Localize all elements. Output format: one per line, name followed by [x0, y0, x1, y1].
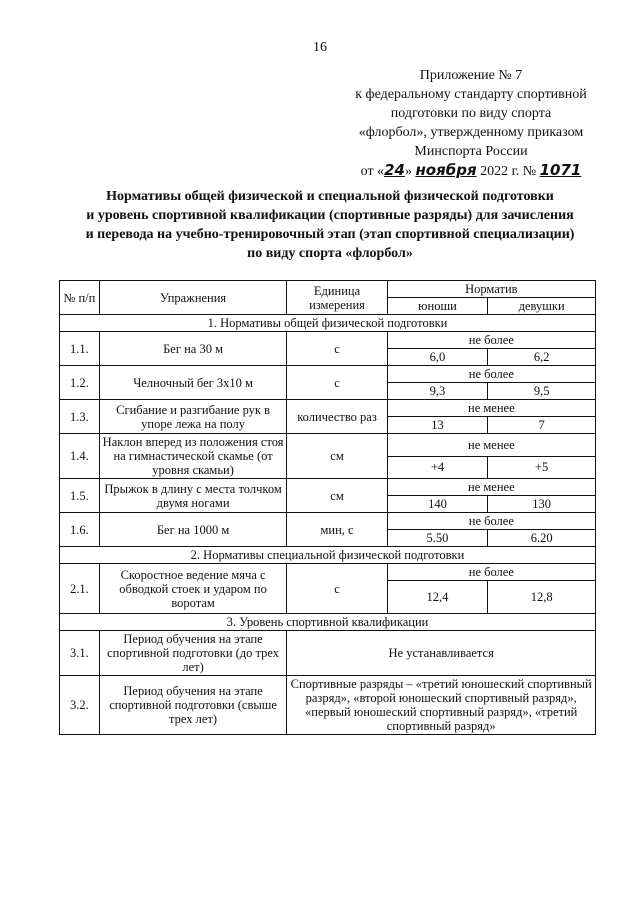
row-unit: с [287, 332, 387, 366]
row-boys-value: 12,4 [387, 581, 488, 614]
row-limit: не более [387, 513, 595, 530]
row-girls-value: 130 [488, 496, 596, 513]
header-number: № п/п [60, 281, 100, 315]
table-row [60, 400, 596, 417]
row-limit: не менее [387, 479, 595, 496]
heading-line: и уровень спортивной квалификации (спортивные разряды) для зачисления [86, 208, 574, 223]
row-number: 1.3. [60, 400, 100, 434]
row-limit: не более [387, 564, 595, 581]
row-number: 1.6. [60, 513, 100, 547]
row-girls-value: 6.20 [488, 530, 596, 547]
section-1-title: 1. Нормативы общей физической подготовки [60, 315, 596, 332]
date-separator: » [404, 164, 412, 179]
appendix-line: подготовки по виду спорта [390, 106, 552, 121]
handwritten-order-number: 1071 [539, 161, 582, 179]
row-boys-value: 140 [387, 496, 488, 513]
document-heading [40, 187, 620, 263]
row-boys-value: 9,3 [387, 383, 488, 400]
table-row [60, 366, 596, 383]
appendix-line: Минспорта России [414, 144, 528, 159]
row-exercise: Период обучения на этапе спортивной подготовки (свыше трех лет) [99, 676, 287, 735]
row-unit: с [287, 564, 387, 614]
row-girls-value: 9,5 [488, 383, 596, 400]
row-number: 1.1. [60, 332, 100, 366]
row-exercise: Бег на 30 м [99, 332, 287, 366]
section-row [60, 614, 596, 631]
row-exercise: Челночный бег 3х10 м [99, 366, 287, 400]
table-row [60, 479, 596, 496]
row-number: 1.4. [60, 434, 100, 479]
row-number: 1.5. [60, 479, 100, 513]
section-2-title: 2. Нормативы специальной физической подготовки [60, 547, 596, 564]
header-exercise: Упражнения [99, 281, 287, 315]
row-number: 1.2. [60, 366, 100, 400]
row-unit: с [287, 366, 387, 400]
row-exercise: Прыжок в длину с места толчком двумя ногами [99, 479, 287, 513]
handwritten-month: ноября [415, 161, 477, 179]
row-unit: см [287, 479, 387, 513]
header-girls: девушки [488, 298, 596, 315]
row-limit: не более [387, 332, 595, 349]
header-row [60, 281, 596, 298]
row-limit: не менее [387, 434, 595, 457]
section-row [60, 547, 596, 564]
table-row [60, 434, 596, 457]
row-exercise: Бег на 1000 м [99, 513, 287, 547]
header-norm: Норматив [387, 281, 595, 298]
norms-table [59, 280, 596, 735]
row-number: 3.2. [60, 676, 100, 735]
row-unit: см [287, 434, 387, 479]
row-boys-value: 13 [387, 417, 488, 434]
section-3-title: 3. Уровень спортивной квалификации [60, 614, 596, 631]
row-girls-value: 12,8 [488, 581, 596, 614]
row-unit: количество раз [287, 400, 387, 434]
row-girls-value: +5 [488, 456, 596, 479]
row-qualification-value: Не устанавливается [287, 631, 596, 676]
table-row [60, 631, 596, 676]
handwritten-day: 24 [384, 161, 405, 179]
header-boys: юноши [387, 298, 488, 315]
section-row [60, 315, 596, 332]
table-row [60, 676, 596, 735]
row-girls-value: 7 [488, 417, 596, 434]
row-number: 2.1. [60, 564, 100, 614]
appendix-block [330, 66, 612, 181]
row-number: 3.1. [60, 631, 100, 676]
heading-line: и перевода на учебно-тренировочный этап (этап спортивной специализации) [85, 227, 575, 242]
row-exercise: Наклон вперед из положения стоя на гимнастической скамье (от уровня скамьи) [99, 434, 287, 479]
order-year: 2022 г. № [480, 164, 537, 179]
row-boys-value: 6,0 [387, 349, 488, 366]
table-row [60, 332, 596, 349]
row-limit: не более [387, 366, 595, 383]
row-exercise: Скоростное ведение мяча с обводкой стоек и ударом по воротам [99, 564, 287, 614]
row-unit: мин, с [287, 513, 387, 547]
table-row [60, 564, 596, 581]
row-limit: не менее [387, 400, 595, 417]
table-row [60, 513, 596, 530]
row-exercise: Период обучения на этапе спортивной подготовки (до трех лет) [99, 631, 287, 676]
page-number: 16 [313, 40, 327, 55]
appendix-line: Приложение № 7 [419, 68, 523, 83]
order-date-line [330, 161, 612, 181]
header-unit: Единица измерения [287, 281, 387, 315]
row-qualification-value: Спортивные разряды – «третий юношеский спортивный разряд», «второй юношеский спортивный разряд», «первый юношеский спортивный разряд», «третий спортивный разряд» [287, 676, 596, 735]
heading-line: Нормативы общей физической и специальной физической подготовки [106, 189, 554, 204]
date-prefix: от « [360, 164, 385, 179]
heading-line: по виду спорта «флорбол» [247, 246, 413, 261]
appendix-line: «флорбол», утвержденному приказом [358, 125, 584, 140]
row-exercise: Сгибание и разгибание рук в упоре лежа на полу [99, 400, 287, 434]
row-boys-value: 5.50 [387, 530, 488, 547]
row-girls-value: 6,2 [488, 349, 596, 366]
row-boys-value: +4 [387, 456, 488, 479]
appendix-line: к федеральному стандарту спортивной [355, 87, 587, 102]
